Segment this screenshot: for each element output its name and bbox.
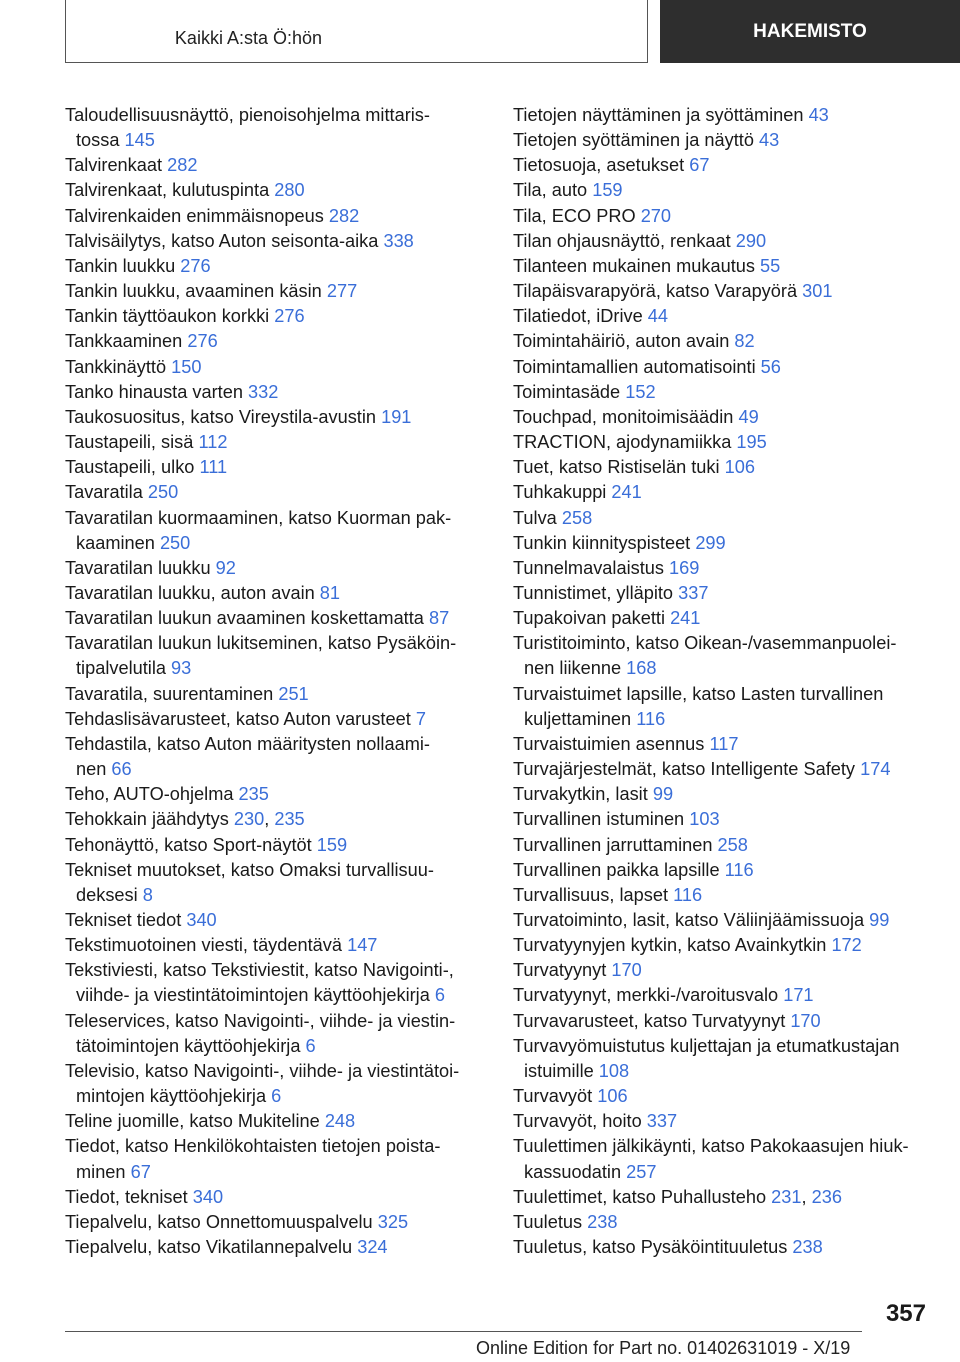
- page-reference-link[interactable]: 6: [305, 1035, 316, 1056]
- index-entry: [65, 430, 505, 455]
- index-entry: [513, 204, 953, 229]
- entry-term: Talvirenkaat, kulutuspinta: [65, 180, 270, 201]
- index-entry: [65, 581, 505, 606]
- entry-term: Tunkin kiinnityspisteet: [513, 532, 691, 553]
- page-reference-link[interactable]: 325: [377, 1211, 409, 1232]
- index-entry: [513, 1235, 953, 1260]
- index-entry: [513, 329, 953, 354]
- page-reference-link[interactable]: 238: [587, 1211, 618, 1232]
- index-entry: [513, 405, 953, 430]
- entry-term: Turvavyömuistutus kuljettajan ja etumatkustajan: [513, 1035, 900, 1056]
- page-reference-link[interactable]: 92: [215, 557, 236, 578]
- page-reference-link[interactable]: 99: [869, 910, 890, 930]
- page-reference-link[interactable]: 147: [347, 935, 378, 956]
- entry-term: Turvatyynyjen kytkin, katso Avainkytkin: [513, 935, 827, 956]
- entry-term: Talvirenkaiden enimmäisnopeus: [65, 205, 324, 226]
- page-reference-link[interactable]: 250: [159, 532, 191, 553]
- entry-term: Tavaratilan kuormaaminen, katso Kuorman pak-: [65, 507, 452, 528]
- page-reference-link[interactable]: 257: [626, 1161, 657, 1182]
- index-entry: [65, 380, 505, 405]
- page-reference-link[interactable]: 280: [274, 180, 305, 201]
- entry-term: Tiepalvelu, katso Onnettomuuspalvelu: [65, 1211, 373, 1232]
- entry-term: TRACTION, ajodynamiikka: [513, 432, 732, 453]
- index-entry: [513, 556, 953, 581]
- page-reference-link[interactable]: 99: [652, 784, 674, 805]
- entry-term: Tavaratila: [65, 482, 143, 503]
- index-entry: [513, 782, 953, 807]
- index-entry: [65, 631, 505, 681]
- index-entry: [65, 405, 505, 430]
- index-entry: [65, 1134, 505, 1184]
- entry-term: Tavaratilan luukku, auton avain: [65, 582, 315, 603]
- page-reference-link[interactable]: 66: [111, 759, 132, 780]
- page-reference-link[interactable]: 168: [626, 658, 657, 679]
- entry-term: Tunnelmavalaistus: [513, 557, 664, 578]
- entry-term: Tietosuoja, asetukset: [513, 155, 685, 176]
- page-reference-link[interactable]: 277: [326, 281, 358, 302]
- entry-term: Tuulettimen jälkikäynti, katso Pakokaasujen hiuk-: [513, 1136, 909, 1157]
- page-reference-link[interactable]: 235: [238, 784, 269, 805]
- index-entry: [65, 556, 505, 581]
- index-entry: [513, 908, 953, 933]
- entry-term: Tehonäyttö, katso Sport-näytöt: [65, 834, 312, 855]
- page-reference-link[interactable]: 6: [271, 1086, 282, 1107]
- page-reference-link[interactable]: 145: [124, 130, 155, 151]
- entry-term: Tekniset muutokset, katso Omaksi turvallisuu-: [65, 859, 434, 880]
- entry-term: Tiedot, tekniset: [65, 1186, 188, 1207]
- page-reference-link[interactable]: 159: [592, 180, 623, 201]
- index-entry: [513, 455, 953, 480]
- page-reference-link[interactable]: 299: [695, 532, 726, 553]
- page-reference-link[interactable]: 169: [669, 557, 700, 578]
- page-reference-link[interactable]: 258: [717, 834, 748, 855]
- entry-term: Tankin luukku: [65, 255, 176, 276]
- entry-term: Talvisäilytys, katso Auton seisonta-aika: [65, 230, 379, 251]
- page-reference-link[interactable]: 332: [248, 381, 279, 402]
- index-entry: [513, 279, 953, 304]
- page-reference-link[interactable]: 324: [357, 1237, 388, 1258]
- index-entry: [65, 1109, 505, 1134]
- entry-term: Tietojen syöttäminen ja näyttö: [513, 130, 754, 151]
- entry-term: nen liikenne: [524, 658, 622, 679]
- entry-term: Taustapeili, sisä: [65, 432, 194, 453]
- index-entry: [65, 858, 505, 908]
- index-entry: [513, 732, 953, 757]
- entry-term: Turvavarusteet, katso Turvatyynyt: [513, 1010, 786, 1031]
- page-reference-link[interactable]: 191: [381, 406, 412, 427]
- page-reference-link[interactable]: 56: [760, 356, 781, 377]
- entry-term: Tila, auto: [513, 180, 588, 201]
- entry-term: Tavaratilan luukun avaaminen koskettamatta: [65, 608, 424, 629]
- page-reference-link[interactable]: 159: [316, 834, 348, 855]
- page-reference-link[interactable]: 106: [597, 1086, 628, 1107]
- entry-term: Tilapäisvarapyörä, katso Varapyörä: [513, 281, 798, 302]
- entry-term: Teleservices, katso Navigointi-, viihde- ja viestin-: [65, 1010, 456, 1031]
- page-reference-link[interactable]: 270: [640, 205, 672, 226]
- entry-term: Tilanteen mukainen mukautus: [513, 255, 755, 276]
- entry-term: Teho, AUTO-ohjelma: [65, 784, 234, 805]
- entry-term: Toimintamallien automatisointi: [513, 356, 756, 377]
- footer-edition: Online Edition for Part no. 01402631019 - X/19: [476, 1338, 851, 1358]
- entry-term: Turvatyynyt: [513, 960, 607, 981]
- page-reference-link[interactable]: 106: [724, 457, 755, 478]
- index-entry: [513, 983, 953, 1008]
- index-entry: [65, 1210, 505, 1235]
- index-entry: [65, 1235, 505, 1260]
- entry-term: tätoimintojen käyttöohjekirja: [76, 1035, 301, 1056]
- page-reference-link[interactable]: 112: [198, 432, 228, 453]
- page-reference-link[interactable]: 116: [724, 859, 754, 880]
- page-reference-link[interactable]: 241: [611, 482, 642, 503]
- page-reference-link[interactable]: 340: [192, 1186, 224, 1207]
- page-reference-link[interactable]: 87: [428, 608, 450, 629]
- entry-term: kaaminen: [76, 532, 155, 553]
- page-reference-link[interactable]: 172: [831, 935, 862, 956]
- entry-term: Tankin täyttöaukon korkki: [65, 306, 270, 327]
- entry-term: nen: [76, 759, 107, 780]
- entry-term: Turvallinen jarruttaminen: [513, 834, 713, 855]
- index-column-right: [513, 103, 953, 1260]
- page-reference-link[interactable]: 67: [689, 155, 710, 176]
- index-entry: [65, 455, 505, 480]
- page-reference-link[interactable]: 301: [802, 281, 833, 302]
- index-entry: [65, 329, 505, 354]
- page-reference-link[interactable]: 250: [147, 482, 179, 503]
- entry-term: kassuodatin: [524, 1161, 622, 1182]
- entry-term: Tehdastila, katso Auton määritysten nollaami-: [65, 733, 430, 754]
- entry-term: Tanko hinausta varten: [65, 381, 243, 402]
- entry-term: Tekniset tiedot: [65, 910, 182, 930]
- entry-term: minen: [76, 1161, 126, 1182]
- index-entry: [65, 1185, 505, 1210]
- entry-term: Tiepalvelu, katso Vikatilannepalvelu: [65, 1237, 353, 1258]
- page-reference-link[interactable]: 258: [561, 507, 593, 528]
- entry-term: tipalvelutila: [76, 658, 166, 679]
- entry-term: Tilan ohjausnäyttö, renkaat: [513, 230, 731, 251]
- index-entry: [513, 1009, 953, 1034]
- index-entry: [513, 606, 953, 631]
- page-reference-link[interactable]: 282: [167, 155, 198, 176]
- index-entry: [65, 204, 505, 229]
- index-entry: [513, 103, 953, 128]
- entry-term: Tavaratilan luukun lukitseminen, katso Pysäköin-: [65, 633, 457, 654]
- entry-term: Turvaistuimet lapsille, katso Lasten turvallinen: [513, 683, 884, 704]
- index-entry: [513, 757, 953, 782]
- page-reference-link[interactable]: 251: [278, 683, 309, 704]
- page-reference-link[interactable]: 340: [186, 910, 217, 930]
- index-entry: [513, 229, 953, 254]
- index-entry: [65, 1009, 505, 1059]
- page-reference-link[interactable]: 276: [180, 255, 211, 276]
- index-entry: Tehokkain jäähdytys 230, 235: [65, 809, 305, 830]
- entry-term: Turvavyöt: [513, 1086, 593, 1107]
- page-reference-link[interactable]: 174: [860, 759, 891, 780]
- entry-term: deksesi: [76, 884, 138, 905]
- page-reference-link[interactable]: 238: [792, 1237, 823, 1258]
- footer-divider: [65, 1331, 862, 1332]
- page-reference-link[interactable]: 7: [415, 708, 426, 729]
- index-entry: [513, 480, 953, 505]
- index-entry: [513, 958, 953, 983]
- index-entry: [513, 1034, 953, 1084]
- page-reference-link[interactable]: 337: [678, 582, 709, 603]
- index-entry: [513, 581, 953, 606]
- page-reference-link[interactable]: 67: [130, 1161, 151, 1182]
- index-entry: [65, 707, 505, 732]
- index-tab[interactable]: [660, 0, 960, 63]
- index-entry: [513, 178, 953, 203]
- entry-term: Touchpad, monitoimisäädin: [513, 406, 734, 427]
- page-reference-link[interactable]: 235: [274, 809, 305, 830]
- entry-term: Tavaratilan luukku: [65, 557, 211, 578]
- entry-term: Tuuletus, katso Pysäköintituuletus: [513, 1237, 788, 1258]
- page-reference-link[interactable]: 44: [647, 306, 669, 327]
- entry-term: Turvallisuus, lapset: [513, 884, 668, 905]
- page-reference-link[interactable]: 337: [646, 1111, 678, 1132]
- page-reference-link[interactable]: 108: [598, 1060, 630, 1081]
- entry-term: Turvaistuimien asennus: [513, 733, 705, 754]
- page-reference-link[interactable]: 241: [670, 608, 701, 629]
- page-reference-link[interactable]: 171: [783, 985, 814, 1006]
- page-reference-link[interactable]: 43: [759, 130, 780, 151]
- entry-term: Tankin luukku, avaaminen käsin: [65, 281, 322, 302]
- entry-term: Tehokkain jäähdytys: [65, 809, 229, 830]
- page-reference-link[interactable]: 248: [324, 1111, 356, 1132]
- index-entry: [65, 606, 505, 631]
- index-entry: Tuulettimet, katso Puhallusteho 231, 236: [513, 1186, 842, 1207]
- entry-term: Turvallinen paikka lapsille: [513, 859, 720, 880]
- entry-term: Taukosuositus, katso Vireystila-avustin: [65, 406, 377, 427]
- index-entry: [65, 1059, 505, 1109]
- page-reference-link[interactable]: 55: [760, 255, 781, 276]
- index-entry: [65, 229, 505, 254]
- entry-term: Turvajärjestelmät, katso Intelligente Safety: [513, 759, 856, 780]
- index-entry: [513, 682, 953, 732]
- page-reference-link[interactable]: 82: [734, 331, 755, 352]
- index-column-left: [65, 103, 505, 1260]
- entry-term: Tekstiviesti, katso Tekstiviestit, katso Navigointi-,: [65, 960, 454, 981]
- page-reference-link[interactable]: 152: [625, 381, 656, 402]
- index-entry: [513, 506, 953, 531]
- index-entry: [513, 153, 953, 178]
- page-reference-link[interactable]: 170: [611, 960, 642, 981]
- index-entry: [65, 153, 505, 178]
- index-entry: [65, 933, 505, 958]
- index-entry: [513, 1134, 953, 1184]
- index-tab-label: HAKEMISTO: [753, 20, 867, 42]
- index-entry: [513, 858, 953, 883]
- page-reference-link[interactable]: 49: [738, 406, 759, 427]
- entry-term: Tuuletus: [513, 1211, 583, 1232]
- entry-term: Turistitoiminto, katso Oikean-/vasemmanpuolei-: [513, 633, 897, 654]
- index-entry: [513, 631, 953, 681]
- entry-term: istuimille: [524, 1060, 594, 1081]
- index-entry: [513, 355, 953, 380]
- index-entry: [513, 1210, 953, 1235]
- index-entry: [65, 178, 505, 203]
- entry-term: Tilatiedot, iDrive: [513, 306, 643, 327]
- page-reference-link[interactable]: 195: [736, 432, 767, 453]
- entry-term: Tietojen näyttäminen ja syöttäminen: [513, 105, 804, 125]
- entry-term: Taloudellisuusnäyttö, pienoisohjelma mittaris-: [65, 105, 430, 125]
- page-reference-link[interactable]: 230: [233, 809, 265, 830]
- entry-term: Turvatoiminto, lasit, katso Väliinjäämissuoja: [513, 910, 865, 930]
- entry-term: Toimintasäde: [513, 381, 621, 402]
- index-entry: [513, 883, 953, 908]
- page-reference-link[interactable]: 43: [808, 105, 829, 125]
- index-entry: [513, 1109, 953, 1134]
- index-entry: [65, 682, 505, 707]
- entry-term: Tehdaslisävarusteet, katso Auton varusteet: [65, 708, 411, 729]
- index-entry: [65, 254, 505, 279]
- page-reference-link[interactable]: 8: [142, 884, 153, 905]
- index-entry: [513, 807, 953, 832]
- index-entry: [65, 833, 505, 858]
- index-entry: [513, 933, 953, 958]
- entry-term: Televisio, katso Navigointi-, viihde- ja viestintätoi-: [65, 1060, 460, 1081]
- index-entry: [513, 1084, 953, 1109]
- page-reference-link[interactable]: 170: [790, 1010, 821, 1031]
- entry-term: Tupakoivan paketti: [513, 608, 665, 629]
- page-reference-link[interactable]: 93: [171, 658, 192, 679]
- page-reference-link[interactable]: 6: [434, 985, 446, 1006]
- entry-term: tossa: [76, 130, 120, 151]
- header-frame: [65, 0, 648, 63]
- entry-term: Tankkaaminen: [65, 331, 183, 352]
- index-entry: [65, 958, 505, 1008]
- page-reference-link[interactable]: 150: [171, 356, 202, 377]
- index-entry: [513, 380, 953, 405]
- index-entry: [513, 430, 953, 455]
- entry-term: Tila, ECO PRO: [513, 205, 636, 226]
- page-reference-link[interactable]: 276: [187, 331, 218, 352]
- entry-term: Tavaratila, suurentaminen: [65, 683, 274, 704]
- index-entry: [65, 355, 505, 380]
- entry-term: viihde- ja viestintätoimintojen käyttöohjekirja: [76, 985, 430, 1006]
- entry-term: Tuhkakuppi: [513, 482, 607, 503]
- entry-term: Tankkinäyttö: [65, 356, 167, 377]
- index-entry: [65, 782, 505, 807]
- entry-term: Turvatyynyt, merkki-/varoitusvalo: [513, 985, 779, 1006]
- page-number: 357: [885, 1300, 926, 1327]
- page-reference-link[interactable]: 282: [328, 205, 360, 226]
- section-title: Kaikki A:sta Ö:hön: [174, 28, 322, 48]
- index-entry: [65, 103, 505, 153]
- entry-term: Talvirenkaat: [65, 155, 163, 176]
- index-entry: [513, 531, 953, 556]
- entry-term: Taustapeili, ulko: [65, 457, 195, 478]
- index-entry: [513, 833, 953, 858]
- entry-term: mintojen käyttöohjekirja: [76, 1086, 267, 1107]
- entry-term: Tunnistimet, ylläpito: [513, 582, 674, 603]
- index-entry: [513, 128, 953, 153]
- entry-term: Tuulettimet, katso Puhallusteho: [513, 1186, 767, 1207]
- page-reference-link[interactable]: 111: [199, 457, 228, 478]
- page-reference-link[interactable]: 81: [319, 582, 341, 603]
- entry-term: Turvavyöt, hoito: [513, 1111, 642, 1132]
- page-reference-link[interactable]: 116: [673, 884, 703, 905]
- entry-term: Teline juomille, katso Mukiteline: [65, 1111, 320, 1132]
- entry-term: Turvakytkin, lasit: [513, 784, 648, 805]
- index-entry: [65, 480, 505, 505]
- page-reference-link[interactable]: 231: [771, 1186, 802, 1207]
- entry-term: Tekstimuotoinen viesti, täydentävä: [65, 935, 343, 956]
- page-reference-link[interactable]: 103: [689, 809, 720, 830]
- index-entry: [65, 506, 505, 556]
- index-entry: [513, 304, 953, 329]
- page-reference-link[interactable]: 276: [274, 306, 305, 327]
- page-reference-link[interactable]: 290: [735, 230, 767, 251]
- entry-term: Toimintahäiriö, auton avain: [513, 331, 730, 352]
- index-entry: [65, 908, 505, 933]
- page-reference-link[interactable]: 338: [383, 230, 414, 251]
- index-entry: [513, 254, 953, 279]
- entry-term: Turvallinen istuminen: [513, 809, 685, 830]
- entry-term: kuljettaminen: [524, 708, 632, 729]
- entry-term: Tuet, katso Ristiselän tuki: [513, 457, 720, 478]
- index-entry: [65, 732, 505, 782]
- entry-term: Tiedot, katso Henkilökohtaisten tietojen poista-: [65, 1136, 441, 1157]
- entry-term: Tulva: [513, 507, 557, 528]
- page-reference-link[interactable]: 116: [636, 708, 666, 729]
- index-entry: [65, 279, 505, 304]
- page-reference-link[interactable]: 236: [811, 1186, 842, 1207]
- index-entry: [65, 304, 505, 329]
- page-reference-link[interactable]: 117: [709, 733, 739, 754]
